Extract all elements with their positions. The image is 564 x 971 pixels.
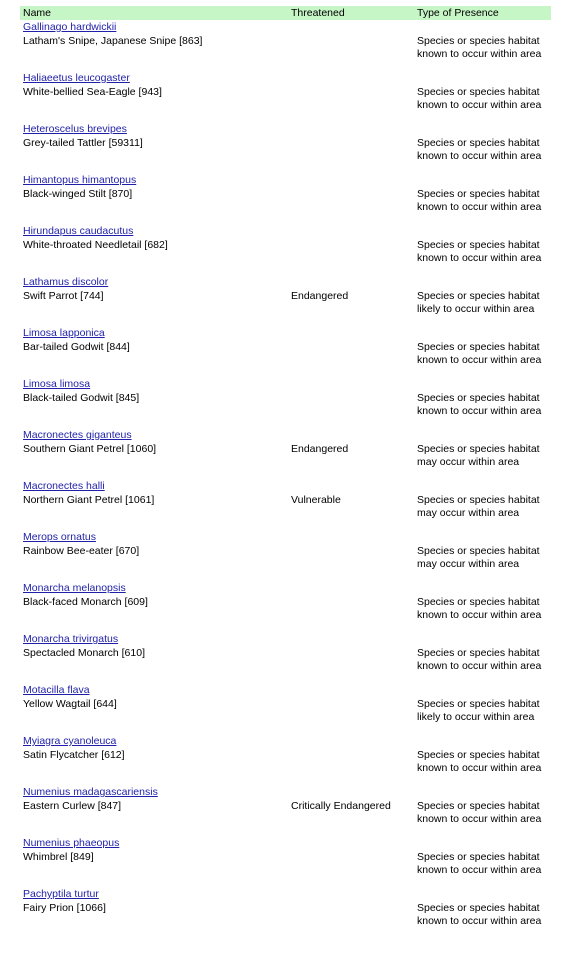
species-common-name: Northern Giant Petrel [1061] — [23, 494, 155, 506]
table-header — [20, 6, 551, 20]
species-common-name: Black-faced Monarch [609] — [23, 596, 148, 608]
table-row — [20, 785, 551, 836]
type-of-presence: Species or species habitat known to occur within area — [417, 800, 542, 825]
species-common-name: Eastern Curlew [847] — [23, 800, 122, 812]
header-threatened: Threatened — [291, 7, 345, 19]
threatened-status: Critically Endangered — [291, 800, 391, 812]
species-scientific-name-link[interactable]: Pachyptila turtur — [23, 888, 99, 900]
species-common-name: Fairy Prion [1066] — [23, 902, 106, 914]
type-of-presence: Species or species habitat known to occur within area — [417, 392, 542, 417]
species-scientific-name-link[interactable]: Limosa lapponica — [23, 327, 105, 339]
type-of-presence: Species or species habitat known to occur within area — [417, 902, 542, 927]
species-scientific-name-link[interactable]: Macronectes halli — [23, 480, 105, 492]
species-common-name: Southern Giant Petrel [1060] — [23, 443, 157, 455]
type-of-presence: Species or species habitat likely to occur within area — [417, 698, 540, 723]
threatened-status: Endangered — [291, 443, 349, 455]
type-of-presence: Species or species habitat may occur within area — [417, 443, 540, 468]
table-row — [20, 632, 551, 683]
table-row — [20, 581, 551, 632]
table-row — [20, 377, 551, 428]
species-common-name: White-throated Needletail [682] — [23, 239, 168, 251]
species-scientific-name-link[interactable]: Gallinago hardwickii — [23, 21, 117, 33]
type-of-presence: Species or species habitat known to occur within area — [417, 341, 542, 366]
table-row — [20, 122, 551, 173]
species-scientific-name-link[interactable]: Numenius phaeopus — [23, 837, 120, 849]
table-row — [20, 683, 551, 734]
table-row — [20, 20, 551, 71]
table-row — [20, 734, 551, 785]
species-scientific-name-link[interactable]: Haliaeetus leucogaster — [23, 72, 130, 84]
header-type-of-presence: Type of Presence — [417, 7, 499, 19]
species-scientific-name-link[interactable]: Heteroscelus brevipes — [23, 123, 127, 135]
type-of-presence: Species or species habitat known to occur within area — [417, 188, 542, 213]
type-of-presence: Species or species habitat known to occur within area — [417, 647, 542, 672]
table-row — [20, 173, 551, 224]
type-of-presence: Species or species habitat known to occur within area — [417, 86, 542, 111]
type-of-presence: Species or species habitat may occur within area — [417, 494, 540, 519]
table-row — [20, 224, 551, 275]
type-of-presence: Species or species habitat likely to occur within area — [417, 290, 540, 315]
species-scientific-name-link[interactable]: Numenius madagascariensis — [23, 786, 158, 798]
table-row — [20, 887, 551, 938]
type-of-presence: Species or species habitat known to occur within area — [417, 137, 542, 162]
species-common-name: Spectacled Monarch [610] — [23, 647, 145, 659]
species-table — [20, 6, 551, 938]
table-body — [20, 20, 551, 938]
species-common-name: Rainbow Bee-eater [670] — [23, 545, 140, 557]
type-of-presence: Species or species habitat known to occur within area — [417, 35, 542, 60]
species-scientific-name-link[interactable]: Motacilla flava — [23, 684, 90, 696]
table-row — [20, 836, 551, 887]
type-of-presence: Species or species habitat may occur within area — [417, 545, 540, 570]
table-row — [20, 326, 551, 377]
type-of-presence: Species or species habitat known to occur within area — [417, 596, 542, 621]
table-row — [20, 428, 551, 479]
species-scientific-name-link[interactable]: Merops ornatus — [23, 531, 96, 543]
species-common-name: Swift Parrot [744] — [23, 290, 104, 302]
species-scientific-name-link[interactable]: Monarcha trivirgatus — [23, 633, 119, 645]
species-scientific-name-link[interactable]: Limosa limosa — [23, 378, 91, 390]
species-common-name: Latham's Snipe, Japanese Snipe [863] — [23, 35, 203, 47]
species-common-name: White-bellied Sea-Eagle [943] — [23, 86, 162, 98]
species-common-name: Grey-tailed Tattler [59311] — [23, 137, 143, 149]
species-scientific-name-link[interactable]: Macronectes giganteus — [23, 429, 132, 441]
species-scientific-name-link[interactable]: Hirundapus caudacutus — [23, 225, 134, 237]
species-common-name: Whimbrel [849] — [23, 851, 94, 863]
species-common-name: Yellow Wagtail [644] — [23, 698, 117, 710]
species-scientific-name-link[interactable]: Myiagra cyanoleuca — [23, 735, 117, 747]
species-scientific-name-link[interactable]: Monarcha melanopsis — [23, 582, 126, 594]
table-row — [20, 530, 551, 581]
threatened-status: Vulnerable — [291, 494, 341, 506]
table-row — [20, 71, 551, 122]
species-scientific-name-link[interactable]: Lathamus discolor — [23, 276, 109, 288]
threatened-status: Endangered — [291, 290, 349, 302]
table-row — [20, 275, 551, 326]
species-scientific-name-link[interactable]: Himantopus himantopus — [23, 174, 137, 186]
header-name: Name — [23, 7, 52, 19]
species-common-name: Satin Flycatcher [612] — [23, 749, 125, 761]
type-of-presence: Species or species habitat known to occur within area — [417, 749, 542, 774]
species-common-name: Bar-tailed Godwit [844] — [23, 341, 130, 353]
type-of-presence: Species or species habitat known to occur within area — [417, 851, 542, 876]
species-common-name: Black-winged Stilt [870] — [23, 188, 133, 200]
species-common-name: Black-tailed Godwit [845] — [23, 392, 140, 404]
table-row — [20, 479, 551, 530]
type-of-presence: Species or species habitat known to occur within area — [417, 239, 542, 264]
